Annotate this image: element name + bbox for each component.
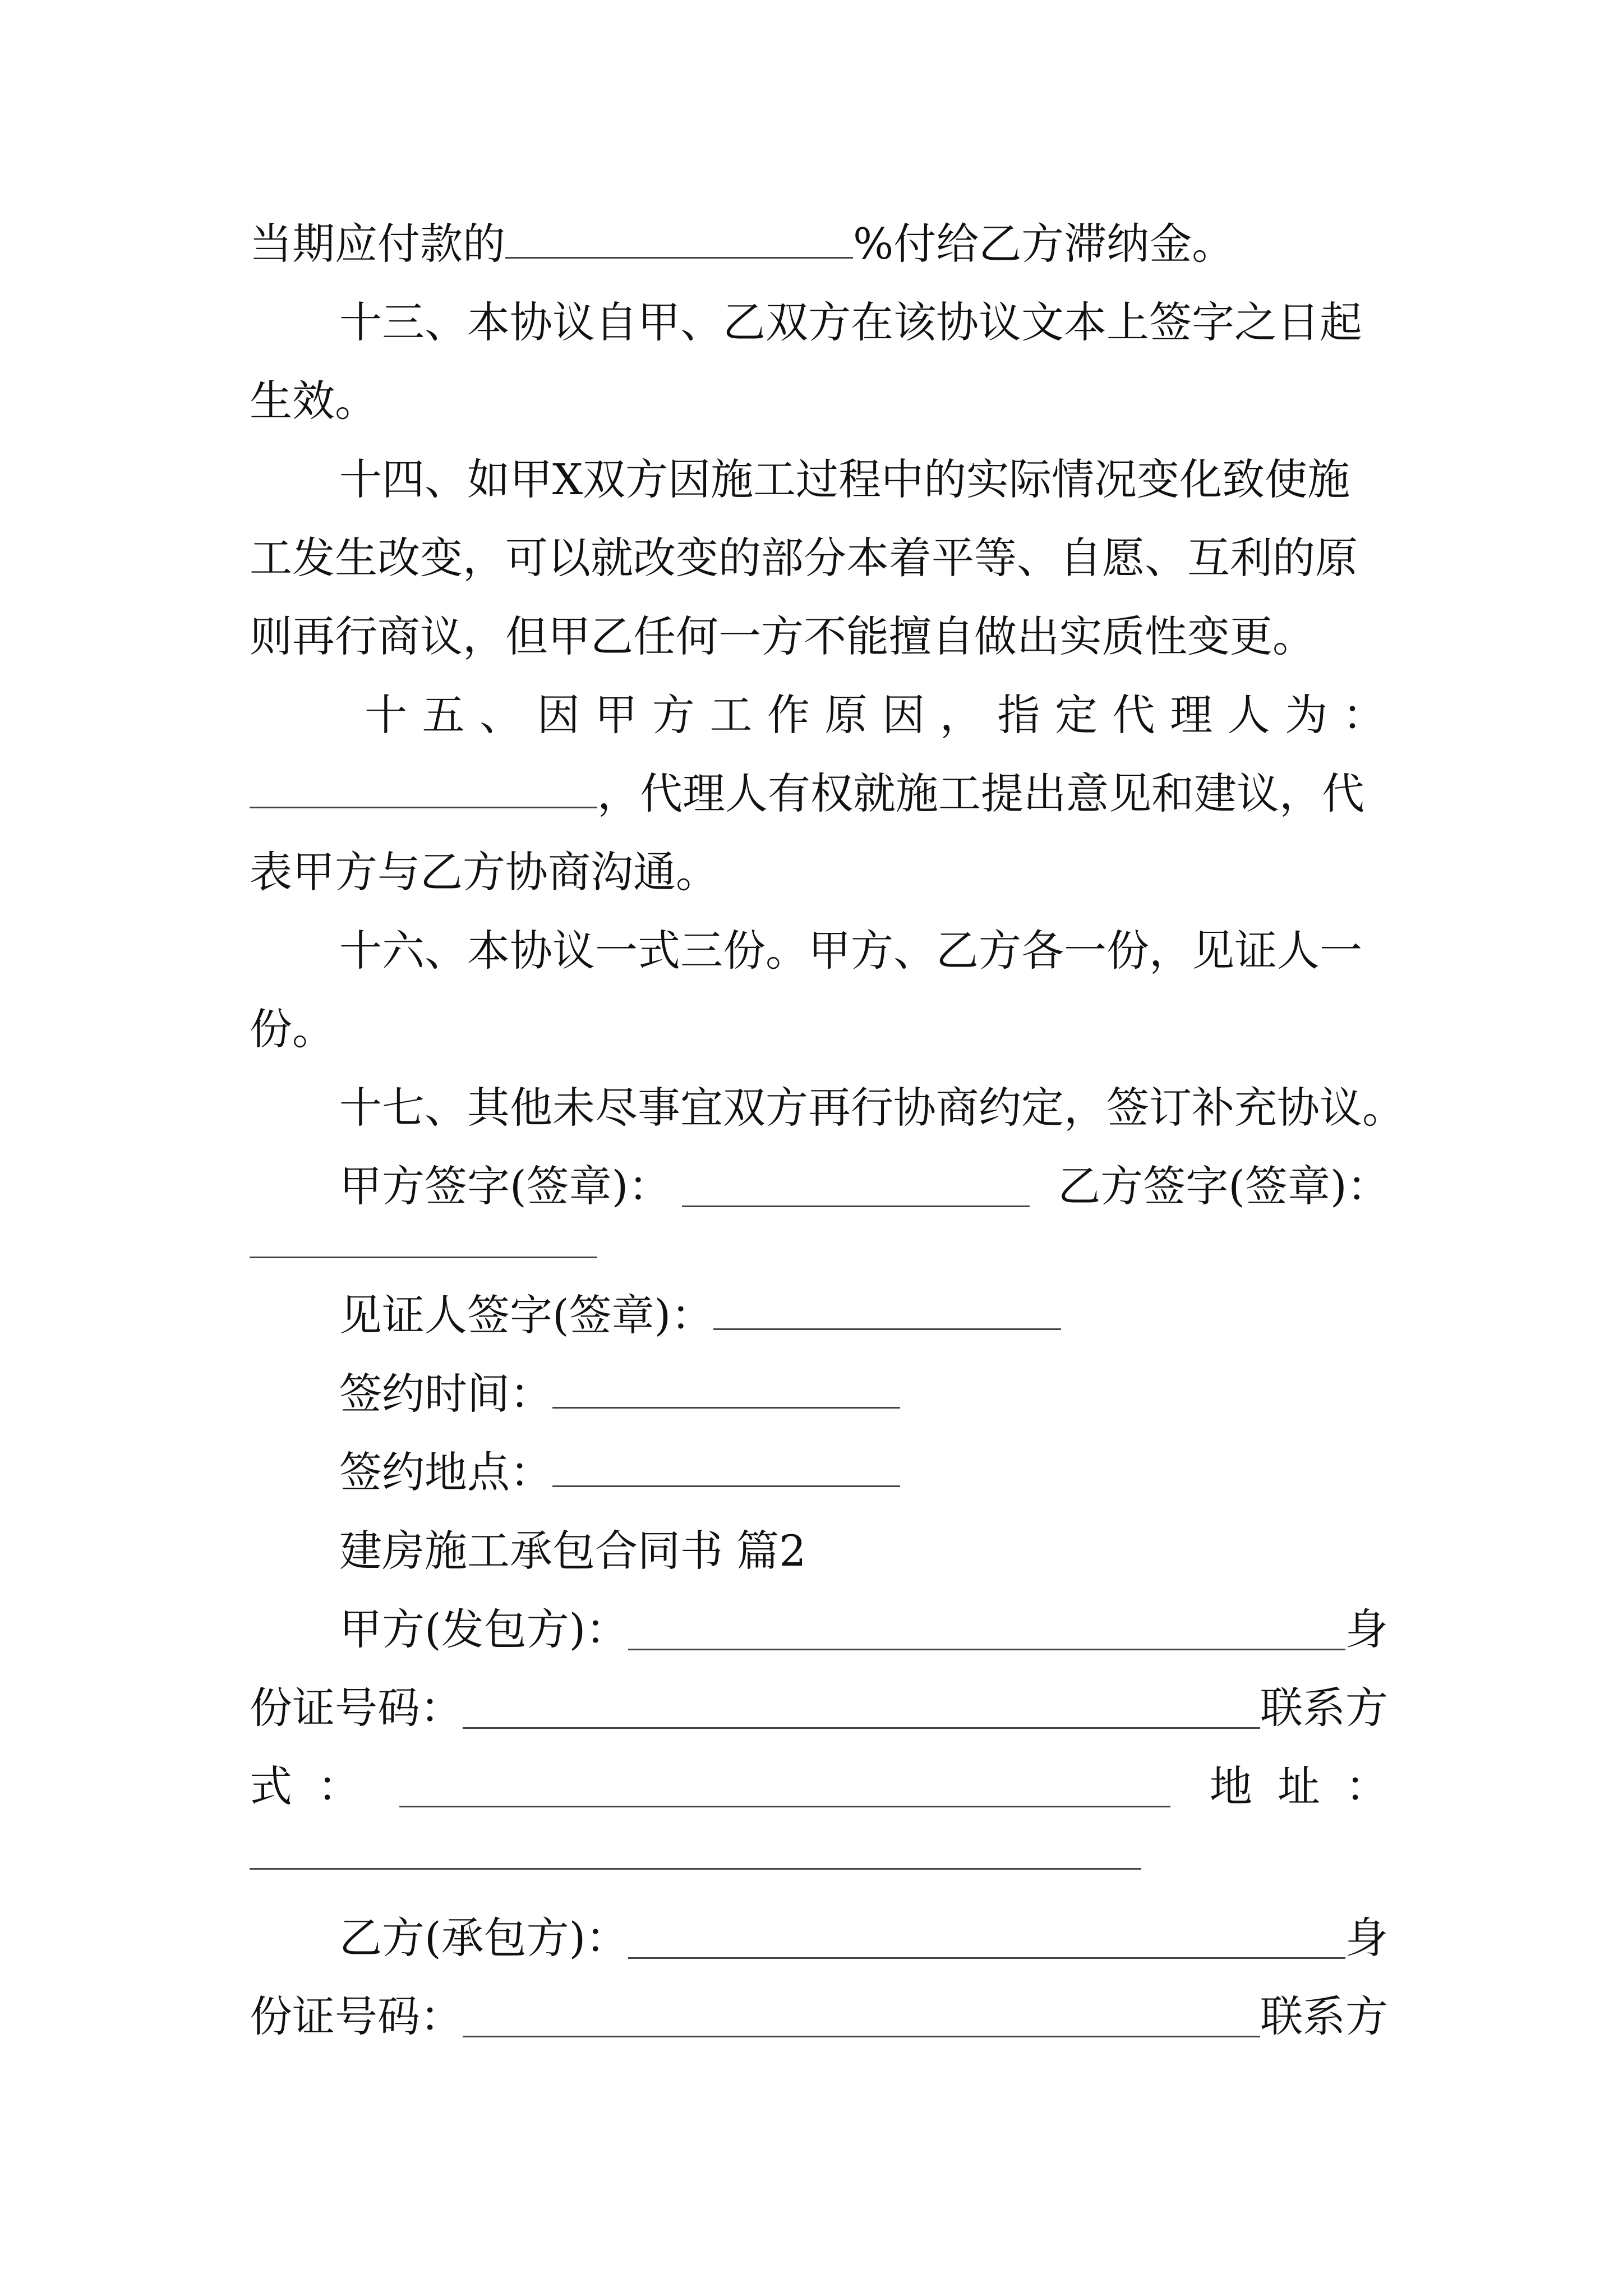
contract-2-heading: 建房施工承包合同书 篇2 (339, 1526, 806, 1576)
char: ： (1342, 690, 1385, 740)
char: 为 (1285, 690, 1328, 740)
text-fragment: ： (1345, 1761, 1388, 1811)
party-b-id-field[interactable] (463, 1996, 1260, 2037)
char: 定 (1054, 690, 1098, 740)
party-b-label: 乙方(承包方)： (339, 1913, 629, 1963)
clause-16-line-1: 十六、本协议一式三份。甲方、乙方各一份，见证人一 (339, 926, 1362, 976)
party-a-address-field[interactable] (250, 1868, 1141, 1870)
clause-13-line-2: 生效。 (250, 376, 377, 426)
party-a-contact-field[interactable] (399, 1766, 1170, 1807)
witness-signature-field[interactable] (713, 1289, 1061, 1330)
party-b-row-1 (339, 1899, 1388, 1977)
party-a-signature-field[interactable] (682, 1166, 1030, 1207)
text-fragment: ，代理人有权就施工提出意见和建议，代 (597, 769, 1364, 818)
char: 、 (479, 690, 523, 740)
char: ， (939, 690, 983, 740)
party-a-row-2 (250, 1669, 1388, 1747)
char: 原 (824, 690, 868, 740)
char: 五 (422, 690, 465, 740)
party-a-row-3 (250, 1747, 1388, 1826)
text-fragment: 身 (1345, 1913, 1388, 1963)
party-a-name-field[interactable] (628, 1609, 1345, 1650)
party-a-id-field[interactable] (463, 1688, 1260, 1729)
text-fragment: 址 (1278, 1761, 1320, 1811)
party-a-signature-label: 甲方签字(签章)： (339, 1161, 671, 1211)
signing-date-row (339, 1355, 1388, 1433)
contact-label: 联系方 (1260, 1683, 1388, 1733)
clause-13-line-1: 十三、本协议自甲、乙双方在该协议文本上签字之日起 (339, 297, 1362, 347)
clause-15-line-2 (250, 754, 1388, 833)
clause-15-line-3: 表甲方与乙方协商沟通。 (250, 847, 718, 897)
clause-17-line-1: 十七、其他未尽事宜双方再行协商约定，签订补充协议。 (339, 1083, 1405, 1133)
signing-date-field[interactable] (552, 1368, 900, 1409)
text-fragment: %付给乙方滞纳金。 (853, 219, 1235, 269)
char: 作 (767, 690, 810, 740)
text-fragment: 式 (250, 1761, 292, 1811)
char: 人 (1227, 690, 1270, 740)
blank-field-agent[interactable] (250, 767, 597, 808)
text-fragment: ： (317, 1761, 360, 1811)
char: 因 (537, 690, 580, 740)
char: 工 (709, 690, 753, 740)
clause-14-line-3: 则再行商议，但甲乙任何一方不能擅自做出实质性变更。 (250, 611, 1315, 661)
char: 十 (365, 690, 407, 740)
party-a-label: 甲方(发包方)： (339, 1604, 629, 1654)
char: 方 (652, 690, 695, 740)
party-b-name-field[interactable] (628, 1918, 1345, 1959)
party-b-signature-label: 乙方签字(签章)： (1058, 1161, 1390, 1211)
char: 甲 (594, 690, 638, 740)
id-number-label: 份证号码： (250, 1683, 463, 1733)
signing-place-label: 签约地点： (339, 1447, 552, 1497)
char: 因 (882, 690, 925, 740)
id-number-label: 份证号码： (250, 1991, 463, 2041)
signing-place-field[interactable] (552, 1446, 900, 1487)
signing-date-label: 签约时间： (339, 1369, 552, 1419)
clause-14-line-1: 十四、如甲X双方因施工过程中的实际情况变化致使施 (339, 454, 1350, 504)
blank-field-percentage[interactable] (505, 218, 853, 259)
text-fragment: 当期应付款的 (250, 219, 505, 269)
clause-15-line-1 (365, 676, 1385, 754)
party-b-row-2 (250, 1977, 1388, 2056)
party-b-signature-field[interactable] (250, 1257, 597, 1258)
clause-12-tail (250, 205, 1388, 283)
char: 代 (1112, 690, 1155, 740)
signature-row-parties (339, 1147, 1405, 1226)
contact-label: 联系方 (1260, 1991, 1388, 2041)
clause-16-line-2: 份。 (250, 1004, 335, 1054)
char: 指 (997, 690, 1040, 740)
signing-place-row (339, 1433, 1388, 1512)
address-label: 地 (1210, 1761, 1252, 1811)
text-fragment: 身 (1345, 1604, 1388, 1654)
witness-signature-row (339, 1276, 1388, 1355)
clause-14-line-2: 工发生改变，可以就改变的部分本着平等、自愿、互利的原 (250, 533, 1358, 583)
witness-signature-label: 见证人签字(签章)： (339, 1290, 714, 1340)
party-a-row-1 (339, 1590, 1388, 1669)
char: 理 (1170, 690, 1213, 740)
